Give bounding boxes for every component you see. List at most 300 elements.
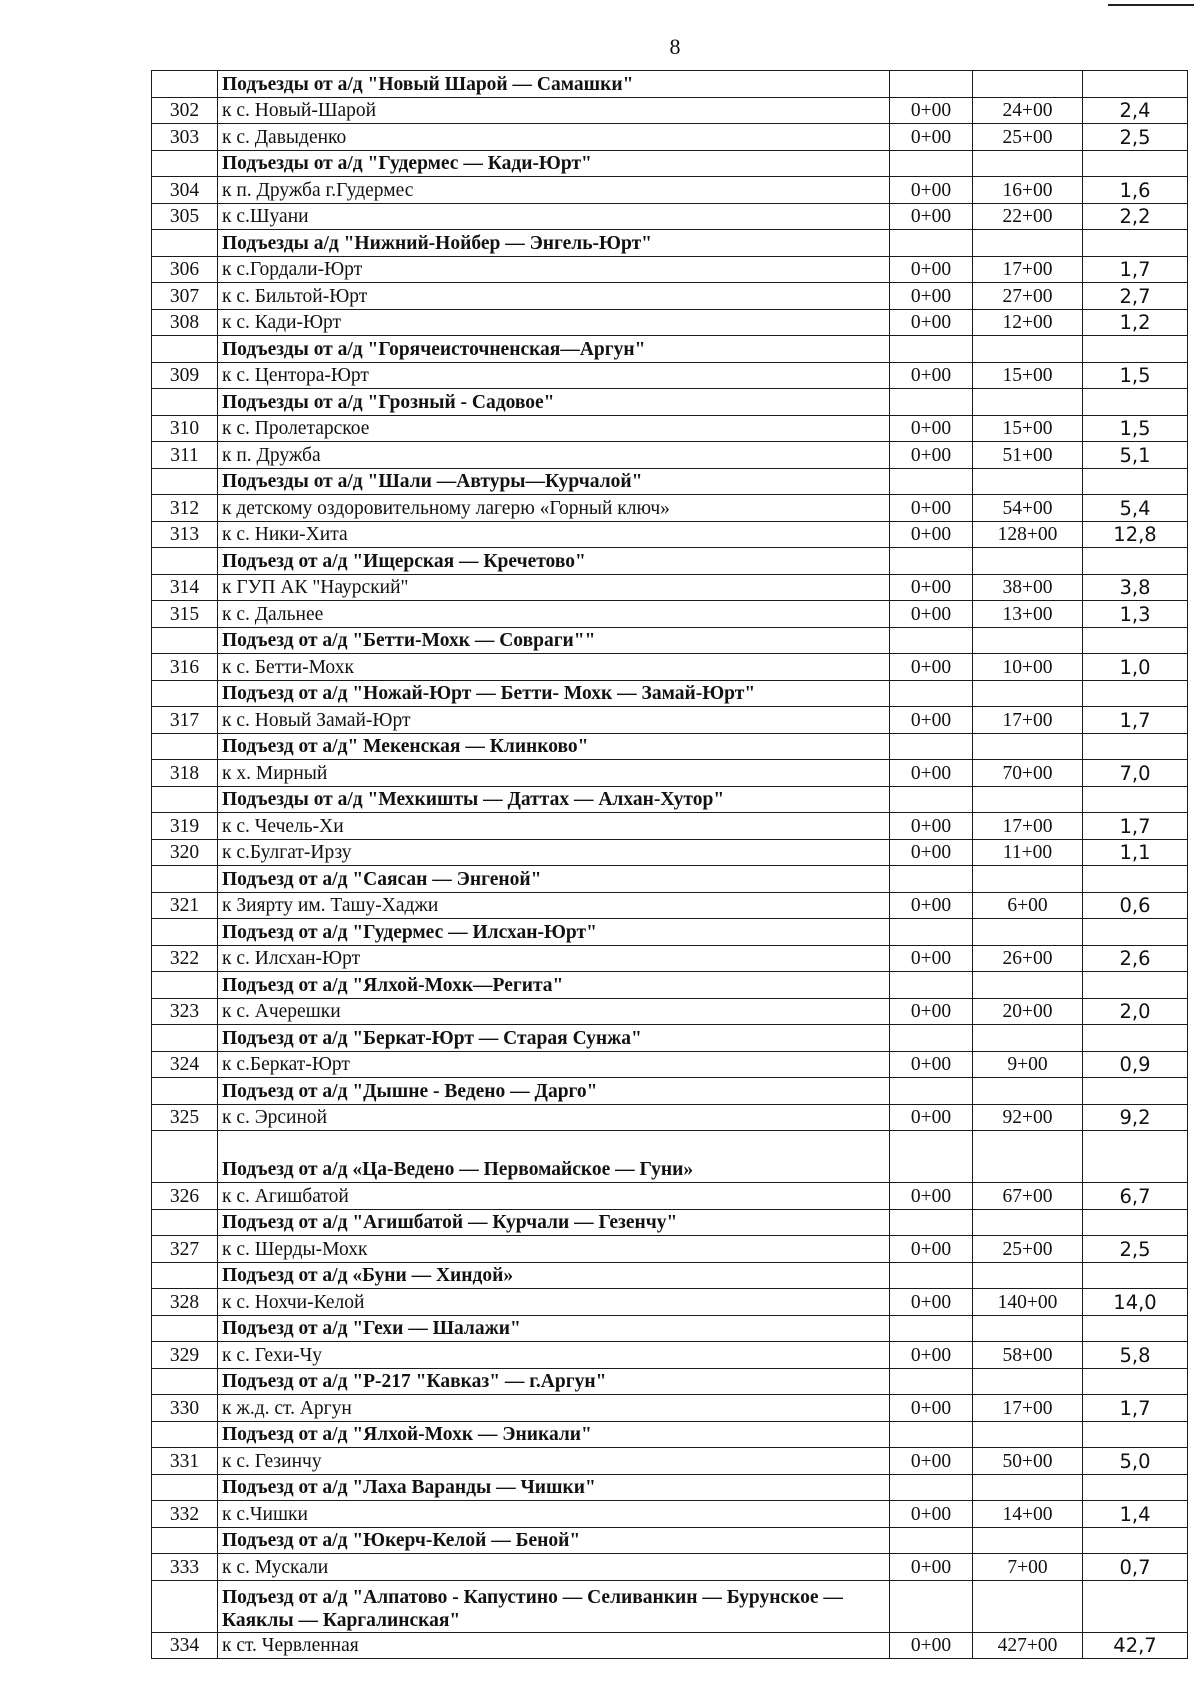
section-length-cell — [1083, 468, 1188, 495]
table-row — [152, 813, 1188, 840]
start-km: 0+00 — [890, 839, 973, 866]
row-number: 319 — [152, 813, 218, 840]
start-km: 0+00 — [890, 1236, 973, 1263]
row-number: 307 — [152, 283, 218, 310]
end-km: 20+00 — [973, 998, 1083, 1025]
section-header-row — [152, 1131, 1188, 1183]
section-length-cell — [1083, 919, 1188, 946]
section-number-cell — [152, 1209, 218, 1236]
start-km: 0+00 — [890, 495, 973, 522]
section-header-row — [152, 468, 1188, 495]
section-start-cell — [890, 1025, 973, 1052]
length-km: 1,1 — [1083, 839, 1188, 866]
length-km: 2,7 — [1083, 283, 1188, 310]
row-number: 305 — [152, 203, 218, 230]
section-number-cell — [152, 336, 218, 363]
start-km: 0+00 — [890, 256, 973, 283]
section-title: Подъезд от а/д "Ялхой-Мохк—Регита" — [218, 972, 890, 999]
section-title: Подъезды от а/д "Шали —Автуры—Курчалой" — [218, 468, 890, 495]
section-number-cell — [152, 1527, 218, 1554]
row-number: 325 — [152, 1104, 218, 1131]
row-number: 321 — [152, 892, 218, 919]
section-length-cell — [1083, 230, 1188, 257]
section-title: Подъезд от а/д "Юкерч-Келой — Беной" — [218, 1527, 890, 1554]
length-km: 5,4 — [1083, 495, 1188, 522]
section-end-cell — [973, 150, 1083, 177]
start-km: 0+00 — [890, 521, 973, 548]
row-number: 317 — [152, 707, 218, 734]
section-title: Подъезд от а/д «Ца-Ведено — Первомайское — Гуни» — [218, 1131, 890, 1183]
section-end-cell — [973, 972, 1083, 999]
row-number: 326 — [152, 1183, 218, 1210]
section-end-cell — [973, 733, 1083, 760]
section-header-row — [152, 1368, 1188, 1395]
table-row — [152, 1104, 1188, 1131]
section-end-cell — [973, 919, 1083, 946]
section-number-cell — [152, 680, 218, 707]
row-number: 302 — [152, 97, 218, 124]
length-km: 0,6 — [1083, 892, 1188, 919]
length-km: 2,5 — [1083, 1236, 1188, 1263]
section-start-cell — [890, 1474, 973, 1501]
section-number-cell — [152, 1131, 218, 1183]
length-km: 12,8 — [1083, 521, 1188, 548]
section-header-row — [152, 786, 1188, 813]
start-km: 0+00 — [890, 1183, 973, 1210]
end-km: 51+00 — [973, 442, 1083, 469]
start-km: 0+00 — [890, 892, 973, 919]
section-number-cell — [152, 1368, 218, 1395]
end-km: 54+00 — [973, 495, 1083, 522]
table-row — [152, 124, 1188, 151]
section-end-cell — [973, 1131, 1083, 1183]
start-km: 0+00 — [890, 1632, 973, 1659]
section-header-row — [152, 1209, 1188, 1236]
section-length-cell — [1083, 1368, 1188, 1395]
length-km: 42,7 — [1083, 1632, 1188, 1659]
row-number: 310 — [152, 415, 218, 442]
section-title: Подъезд от а/д" Мекенская — Клинково" — [218, 733, 890, 760]
length-km: 1,7 — [1083, 256, 1188, 283]
start-km: 0+00 — [890, 177, 973, 204]
section-start-cell — [890, 548, 973, 575]
row-number: 334 — [152, 1632, 218, 1659]
road-name: к с. Давыденко — [218, 124, 890, 151]
section-length-cell — [1083, 786, 1188, 813]
length-km: 1,5 — [1083, 362, 1188, 389]
section-header-row — [152, 1421, 1188, 1448]
row-number: 312 — [152, 495, 218, 522]
end-km: 16+00 — [973, 177, 1083, 204]
start-km: 0+00 — [890, 203, 973, 230]
end-km: 67+00 — [973, 1183, 1083, 1210]
section-end-cell — [973, 230, 1083, 257]
start-km: 0+00 — [890, 1051, 973, 1078]
length-km: 5,0 — [1083, 1448, 1188, 1475]
road-name: к с. Эрсиной — [218, 1104, 890, 1131]
table-row — [152, 256, 1188, 283]
road-name: к х. Мирный — [218, 760, 890, 787]
section-length-cell — [1083, 389, 1188, 416]
end-km: 26+00 — [973, 945, 1083, 972]
section-start-cell — [890, 1078, 973, 1105]
start-km: 0+00 — [890, 362, 973, 389]
section-end-cell — [973, 786, 1083, 813]
section-end-cell — [973, 1209, 1083, 1236]
section-length-cell — [1083, 733, 1188, 760]
end-km: 38+00 — [973, 574, 1083, 601]
length-km: 2,5 — [1083, 124, 1188, 151]
table-row — [152, 707, 1188, 734]
section-title: Подъезд от а/д "Гехи — Шалажи" — [218, 1315, 890, 1342]
end-km: 27+00 — [973, 283, 1083, 310]
end-km: 25+00 — [973, 124, 1083, 151]
road-name: к с. Ники-Хита — [218, 521, 890, 548]
section-number-cell — [152, 1421, 218, 1448]
section-length-cell — [1083, 680, 1188, 707]
section-header-row — [152, 866, 1188, 893]
end-km: 17+00 — [973, 707, 1083, 734]
road-name: к с. Дальнее — [218, 601, 890, 628]
row-number: 329 — [152, 1342, 218, 1369]
section-length-cell — [1083, 548, 1188, 575]
road-name: к п. Дружба г.Гудермес — [218, 177, 890, 204]
page-number: 8 — [669, 34, 681, 59]
section-title: Подъезд от а/д "Алпатово - Капустино — Селиванкин — Бурунское — Каяклы — Каргалинская" — [218, 1580, 890, 1632]
section-header-row — [152, 1580, 1188, 1632]
section-title: Подъезды а/д "Нижний-Нойбер — Энгель-Юрт" — [218, 230, 890, 257]
section-length-cell — [1083, 1421, 1188, 1448]
section-length-cell — [1083, 972, 1188, 999]
road-name: к Зиярту им. Ташу-Хаджи — [218, 892, 890, 919]
road-name: к с.Беркат-Юрт — [218, 1051, 890, 1078]
section-end-cell — [973, 1025, 1083, 1052]
section-length-cell — [1083, 1131, 1188, 1183]
section-end-cell — [973, 1421, 1083, 1448]
row-number: 327 — [152, 1236, 218, 1263]
start-km: 0+00 — [890, 1104, 973, 1131]
section-length-cell — [1083, 1527, 1188, 1554]
length-km: 0,7 — [1083, 1554, 1188, 1581]
length-km: 1,5 — [1083, 415, 1188, 442]
section-header-row — [152, 680, 1188, 707]
section-number-cell — [152, 230, 218, 257]
section-header-row — [152, 336, 1188, 363]
section-title: Подъезд от а/д "Гудермес — Илсхан-Юрт" — [218, 919, 890, 946]
section-start-cell — [890, 866, 973, 893]
length-km: 1,0 — [1083, 654, 1188, 681]
section-header-row — [152, 230, 1188, 257]
road-name: к с. Илсхан-Юрт — [218, 945, 890, 972]
length-km: 2,4 — [1083, 97, 1188, 124]
section-start-cell — [890, 972, 973, 999]
section-end-cell — [973, 1262, 1083, 1289]
section-start-cell — [890, 468, 973, 495]
section-title: Подъезды от а/д "Горячеисточненская—Аргун" — [218, 336, 890, 363]
section-start-cell — [890, 389, 973, 416]
start-km: 0+00 — [890, 124, 973, 151]
section-end-cell — [973, 1315, 1083, 1342]
end-km: 6+00 — [973, 892, 1083, 919]
road-name: к с. Кади-Юрт — [218, 309, 890, 336]
section-title: Подъезд от а/д "Ножай-Юрт — Бетти- Мохк — Замай-Юрт" — [218, 680, 890, 707]
section-start-cell — [890, 733, 973, 760]
table-row — [152, 1183, 1188, 1210]
table-row — [152, 309, 1188, 336]
section-title: Подъезд от а/д "Р-217 "Кавказ" — г.Аргун" — [218, 1368, 890, 1395]
table-row — [152, 1448, 1188, 1475]
section-number-cell — [152, 71, 218, 98]
length-km: 1,4 — [1083, 1501, 1188, 1528]
section-number-cell — [152, 972, 218, 999]
road-name: к с.Чишки — [218, 1501, 890, 1528]
section-length-cell — [1083, 1580, 1188, 1632]
section-title: Подъезд от а/д "Ялхой-Мохк — Эникали" — [218, 1421, 890, 1448]
table-row — [152, 283, 1188, 310]
section-start-cell — [890, 919, 973, 946]
section-start-cell — [890, 1209, 973, 1236]
start-km: 0+00 — [890, 1554, 973, 1581]
road-name: к с.Шуани — [218, 203, 890, 230]
section-title: Подъезд от а/д "Беркат-Юрт — Старая Сунжа" — [218, 1025, 890, 1052]
table-row — [152, 1554, 1188, 1581]
road-name: к с. Бильтой-Юрт — [218, 283, 890, 310]
length-km: 1,7 — [1083, 1395, 1188, 1422]
road-name: к с. Ачерешки — [218, 998, 890, 1025]
section-header-row — [152, 733, 1188, 760]
section-number-cell — [152, 1025, 218, 1052]
section-header-row — [152, 919, 1188, 946]
start-km: 0+00 — [890, 760, 973, 787]
road-name: к с. Шерды-Мохк — [218, 1236, 890, 1263]
end-km: 11+00 — [973, 839, 1083, 866]
section-header-row — [152, 1078, 1188, 1105]
length-km: 9,2 — [1083, 1104, 1188, 1131]
row-number: 320 — [152, 839, 218, 866]
section-start-cell — [890, 336, 973, 363]
row-number: 306 — [152, 256, 218, 283]
section-title: Подъезд от а/д "Дышне - Ведено — Дарго" — [218, 1078, 890, 1105]
section-end-cell — [973, 336, 1083, 363]
top-rule — [1108, 4, 1194, 6]
section-start-cell — [890, 1580, 973, 1632]
section-start-cell — [890, 680, 973, 707]
row-number: 303 — [152, 124, 218, 151]
table-row — [152, 1395, 1188, 1422]
section-header-row — [152, 548, 1188, 575]
section-start-cell — [890, 230, 973, 257]
table-row — [152, 892, 1188, 919]
road-name: к с. Агишбатой — [218, 1183, 890, 1210]
table-row — [152, 203, 1188, 230]
end-km: 12+00 — [973, 309, 1083, 336]
road-name: к с. Мускали — [218, 1554, 890, 1581]
section-header-row — [152, 972, 1188, 999]
section-number-cell — [152, 1262, 218, 1289]
section-end-cell — [973, 1527, 1083, 1554]
row-number: 314 — [152, 574, 218, 601]
road-name: к с. Бетти-Мохк — [218, 654, 890, 681]
section-start-cell — [890, 1527, 973, 1554]
road-name: к п. Дружба — [218, 442, 890, 469]
section-header-row — [152, 1262, 1188, 1289]
length-km: 1,6 — [1083, 177, 1188, 204]
end-km: 58+00 — [973, 1342, 1083, 1369]
table-row — [152, 177, 1188, 204]
section-header-row — [152, 1527, 1188, 1554]
section-length-cell — [1083, 336, 1188, 363]
table-row — [152, 1501, 1188, 1528]
length-km: 2,2 — [1083, 203, 1188, 230]
row-number: 316 — [152, 654, 218, 681]
row-number: 328 — [152, 1289, 218, 1316]
length-km: 6,7 — [1083, 1183, 1188, 1210]
start-km: 0+00 — [890, 309, 973, 336]
table-row — [152, 1289, 1188, 1316]
section-end-cell — [973, 389, 1083, 416]
road-name: к с. Гехи-Чу — [218, 1342, 890, 1369]
section-title: Подъезд от а/д "Агишбатой — Курчали — Гезенчу" — [218, 1209, 890, 1236]
row-number: 313 — [152, 521, 218, 548]
end-km: 7+00 — [973, 1554, 1083, 1581]
section-length-cell — [1083, 1315, 1188, 1342]
start-km: 0+00 — [890, 1448, 973, 1475]
length-km: 14,0 — [1083, 1289, 1188, 1316]
row-number: 331 — [152, 1448, 218, 1475]
length-km: 2,0 — [1083, 998, 1188, 1025]
section-length-cell — [1083, 1262, 1188, 1289]
section-number-cell — [152, 150, 218, 177]
length-km: 7,0 — [1083, 760, 1188, 787]
section-header-row — [152, 1315, 1188, 1342]
section-number-cell — [152, 468, 218, 495]
section-length-cell — [1083, 627, 1188, 654]
road-name: к с. Центора-Юрт — [218, 362, 890, 389]
section-header-row — [152, 1474, 1188, 1501]
section-number-cell — [152, 866, 218, 893]
section-start-cell — [890, 1131, 973, 1183]
end-km: 22+00 — [973, 203, 1083, 230]
section-number-cell — [152, 389, 218, 416]
road-name: к ст. Червленная — [218, 1632, 890, 1659]
section-title: Подъезды от а/д "Гудермес — Кади-Юрт" — [218, 150, 890, 177]
section-length-cell — [1083, 1025, 1188, 1052]
length-km: 1,7 — [1083, 707, 1188, 734]
table-row — [152, 1632, 1188, 1659]
section-end-cell — [973, 627, 1083, 654]
section-end-cell — [973, 71, 1083, 98]
length-km: 2,6 — [1083, 945, 1188, 972]
end-km: 25+00 — [973, 1236, 1083, 1263]
section-end-cell — [973, 680, 1083, 707]
section-title: Подъезды от а/д "Мехкишты — Даттах — Алхан-Хутор" — [218, 786, 890, 813]
start-km: 0+00 — [890, 97, 973, 124]
road-name: к детскому оздоровительному лагерю «Горный ключ» — [218, 495, 890, 522]
section-number-cell — [152, 919, 218, 946]
table-row — [152, 415, 1188, 442]
start-km: 0+00 — [890, 998, 973, 1025]
road-name: к ГУП АК "Наурский" — [218, 574, 890, 601]
start-km: 0+00 — [890, 1289, 973, 1316]
roads-table-body — [152, 71, 1188, 1659]
length-km: 1,3 — [1083, 601, 1188, 628]
section-start-cell — [890, 1368, 973, 1395]
section-length-cell — [1083, 71, 1188, 98]
section-number-cell — [152, 1315, 218, 1342]
section-end-cell — [973, 1078, 1083, 1105]
section-length-cell — [1083, 1078, 1188, 1105]
section-number-cell — [152, 1580, 218, 1632]
length-km: 0,9 — [1083, 1051, 1188, 1078]
table-row — [152, 574, 1188, 601]
road-name: к ж.д. ст. Аргун — [218, 1395, 890, 1422]
section-length-cell — [1083, 866, 1188, 893]
row-number: 311 — [152, 442, 218, 469]
road-name: к с.Булгат-Ирзу — [218, 839, 890, 866]
table-row — [152, 998, 1188, 1025]
end-km: 140+00 — [973, 1289, 1083, 1316]
section-title: Подъезд от а/д «Буни — Хиндой» — [218, 1262, 890, 1289]
start-km: 0+00 — [890, 601, 973, 628]
table-row — [152, 601, 1188, 628]
end-km: 15+00 — [973, 362, 1083, 389]
end-km: 14+00 — [973, 1501, 1083, 1528]
section-number-cell — [152, 733, 218, 760]
road-name: к с. Пролетарское — [218, 415, 890, 442]
section-end-cell — [973, 1474, 1083, 1501]
end-km: 15+00 — [973, 415, 1083, 442]
section-start-cell — [890, 1262, 973, 1289]
end-km: 17+00 — [973, 813, 1083, 840]
row-number: 318 — [152, 760, 218, 787]
table-row — [152, 442, 1188, 469]
roads-table — [151, 70, 1188, 1659]
section-number-cell — [152, 786, 218, 813]
road-name: к с. Гезинчу — [218, 1448, 890, 1475]
end-km: 24+00 — [973, 97, 1083, 124]
section-start-cell — [890, 627, 973, 654]
section-end-cell — [973, 866, 1083, 893]
end-km: 50+00 — [973, 1448, 1083, 1475]
road-name: к с. Новый Замай-Юрт — [218, 707, 890, 734]
end-km: 17+00 — [973, 256, 1083, 283]
start-km: 0+00 — [890, 574, 973, 601]
table-row — [152, 495, 1188, 522]
end-km: 10+00 — [973, 654, 1083, 681]
row-number: 308 — [152, 309, 218, 336]
table-row — [152, 362, 1188, 389]
section-start-cell — [890, 1315, 973, 1342]
section-title: Подъезды от а/д "Новый Шарой — Самашки" — [218, 71, 890, 98]
length-km: 3,8 — [1083, 574, 1188, 601]
start-km: 0+00 — [890, 1395, 973, 1422]
section-header-row — [152, 71, 1188, 98]
section-title: Подъезд от а/д "Ищерская — Кречетово" — [218, 548, 890, 575]
section-header-row — [152, 627, 1188, 654]
section-end-cell — [973, 548, 1083, 575]
section-number-cell — [152, 1474, 218, 1501]
road-name: к с. Нохчи-Келой — [218, 1289, 890, 1316]
section-number-cell — [152, 1078, 218, 1105]
section-length-cell — [1083, 150, 1188, 177]
section-length-cell — [1083, 1209, 1188, 1236]
table-row — [152, 654, 1188, 681]
row-number: 304 — [152, 177, 218, 204]
section-header-row — [152, 389, 1188, 416]
length-km: 5,8 — [1083, 1342, 1188, 1369]
table-row — [152, 760, 1188, 787]
section-start-cell — [890, 1421, 973, 1448]
